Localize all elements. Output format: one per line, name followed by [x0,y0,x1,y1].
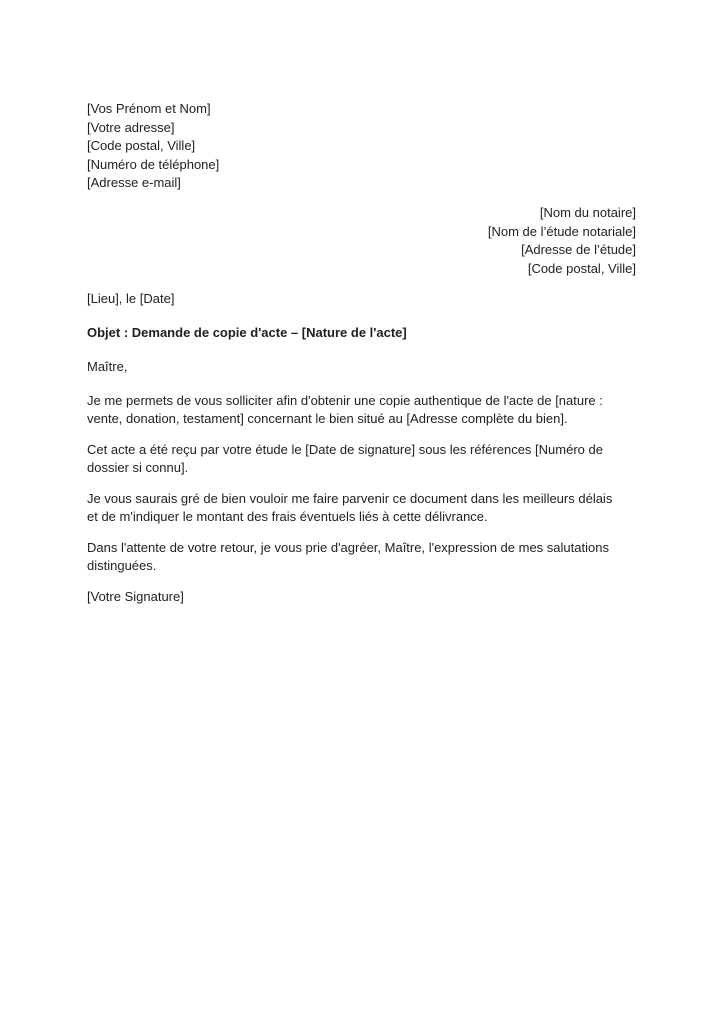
paragraph-line: Cet acte a été reçu par votre étude le [Date de signature] sous les références [Numéro de [87,442,603,457]
body-paragraph [87,392,647,428]
closing-paragraph [87,539,647,575]
paragraph-line: dossier si connu]. [87,460,189,475]
recipient-address-block [488,204,636,278]
sender-postal-city: [Code postal, Ville] [87,138,196,153]
sender-email: [Adresse e-mail] [87,175,181,190]
salutation: Maître, [87,359,128,374]
paragraph-line: vente, donation, testament] concernant le bien situé au [Adresse complète du bien]. [87,411,568,426]
body-paragraph [87,490,647,526]
paragraph-line: distinguées. [87,558,157,573]
sender-address: [Votre adresse] [87,119,175,135]
sender-name: [Vos Prénom et Nom] [87,101,211,116]
paragraph-line: Je me permets de vous solliciter afin d'obtenir une copie authentique de l'acte de [nature : [87,393,603,408]
notary-postal-city: [Code postal, Ville] [527,260,636,276]
place-date: [Lieu], le [Date] [87,291,175,306]
sender-phone: [Numéro de téléphone] [87,156,220,172]
paragraph-line: Je vous saurais gré de bien vouloir me faire parvenir ce document dans les meilleurs délais [87,491,613,506]
subject-line: Objet : Demande de copie d'acte – [Nature de l'acte] [87,325,407,340]
body-paragraph [87,441,647,477]
notary-office-address: [Adresse de l’étude] [521,242,636,257]
paragraph-line: Dans l'attente de votre retour, je vous prie d'agréer, Maître, l'expression de mes salutations [87,540,609,555]
signature: [Votre Signature] [87,589,184,604]
notary-office-name: [Nom de l’étude notariale] [487,223,636,239]
notary-name: [Nom du notaire] [539,205,636,220]
sender-address-block [87,100,219,193]
paragraph-line: et de m'indiquer le montant des frais éventuels liés à cette délivrance. [87,509,488,524]
